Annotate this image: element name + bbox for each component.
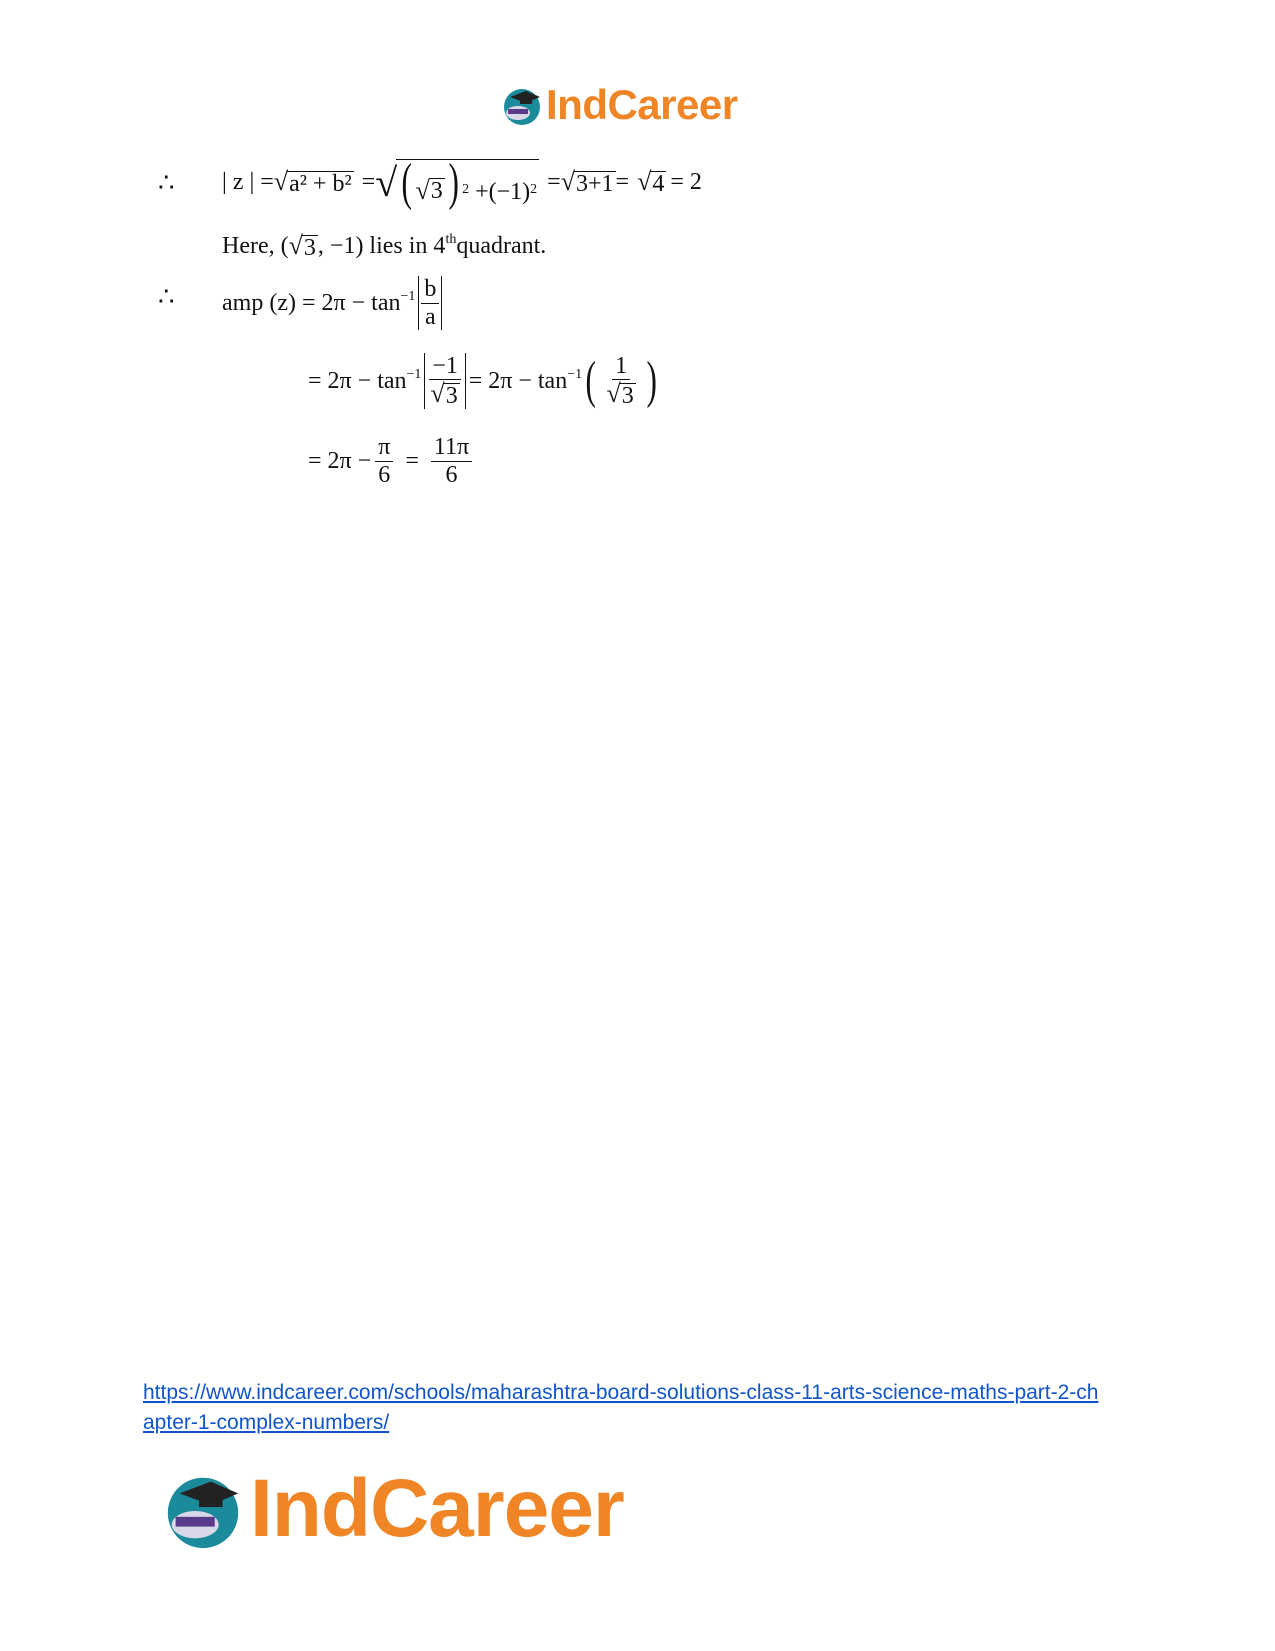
inverse-sup-2: −1 <box>406 367 422 382</box>
amp-lhs: amp (z) = 2π − tan <box>222 289 401 316</box>
eleven-pi-over-6: $\frac{11\pi}{6}$ <box>431 434 472 488</box>
graduation-globe-icon <box>160 1466 246 1552</box>
quadrant-suffix: , −1) lies in 4 <box>317 232 446 259</box>
eq-2: = <box>547 168 561 195</box>
sqrt-3plus1: √ 3+1 <box>560 167 614 197</box>
eq-1: = <box>361 168 376 195</box>
plus-neg-one: +(−1) <box>475 179 531 206</box>
modulus-lhs: | z | = <box>222 168 274 195</box>
therefore-symbol: ∴ <box>158 168 175 197</box>
quadrant-prefix: Here, ( <box>222 232 289 259</box>
equation-modulus <box>222 154 702 212</box>
step2-start: = 2π − tan <box>308 367 407 394</box>
source-url-link[interactable]: https://www.indcareer.com/schools/maharashtra-board-solutions-class-11-arts-science-maths-part-2-chapter-1-complex-numbers/ <box>143 1381 1099 1434</box>
footer-logo <box>160 1464 624 1554</box>
brand-name: IndCareer <box>546 81 738 128</box>
brand-name-footer: IndCareer <box>250 1463 624 1554</box>
sqrt-4: √ 4 <box>637 167 665 197</box>
step2-mid: = 2π − tan <box>468 367 568 394</box>
header-logo <box>500 80 738 130</box>
step3-start: = 2π − <box>308 447 372 474</box>
quadrant-statement <box>222 228 546 264</box>
one-over-sqrt3: 1 √ 3 <box>606 353 634 409</box>
therefore-symbol-2: ∴ <box>158 282 175 311</box>
eq-final: = <box>405 447 419 474</box>
sqrt3-a: 3 <box>430 178 443 205</box>
ordinal-th: th <box>445 232 457 247</box>
pi-over-6: $\frac{\pi}{6}$ <box>375 434 393 488</box>
inverse-sup: −1 <box>400 289 416 304</box>
equation-amplitude-step2: = 2π − tan $^{-1}$ −1 √ 3 = 2π − tan $^{-1}$ ( 1 √ 3 ) <box>308 352 657 410</box>
sqrt-outer: √ ( √ 3 ) $^2 +(-1)^2$ <box>375 154 538 212</box>
equation-amplitude-result <box>308 428 476 494</box>
graduation-globe-icon <box>500 83 544 127</box>
sqrt3-b: √ 3 <box>288 231 316 261</box>
abs-neg1-over-sqrt3: −1 √ 3 <box>424 353 465 409</box>
eq-3: = <box>615 168 630 195</box>
sqrt-a2b2: √ a² + b² <box>273 167 352 197</box>
equation-amplitude <box>222 270 445 336</box>
quadrant-tail: quadrant. <box>456 232 547 259</box>
modulus-result: = 2 <box>670 168 702 195</box>
abs-b-over-a: $\frac{b}{a}$ <box>418 276 442 330</box>
inverse-sup-3: −1 <box>567 367 583 382</box>
